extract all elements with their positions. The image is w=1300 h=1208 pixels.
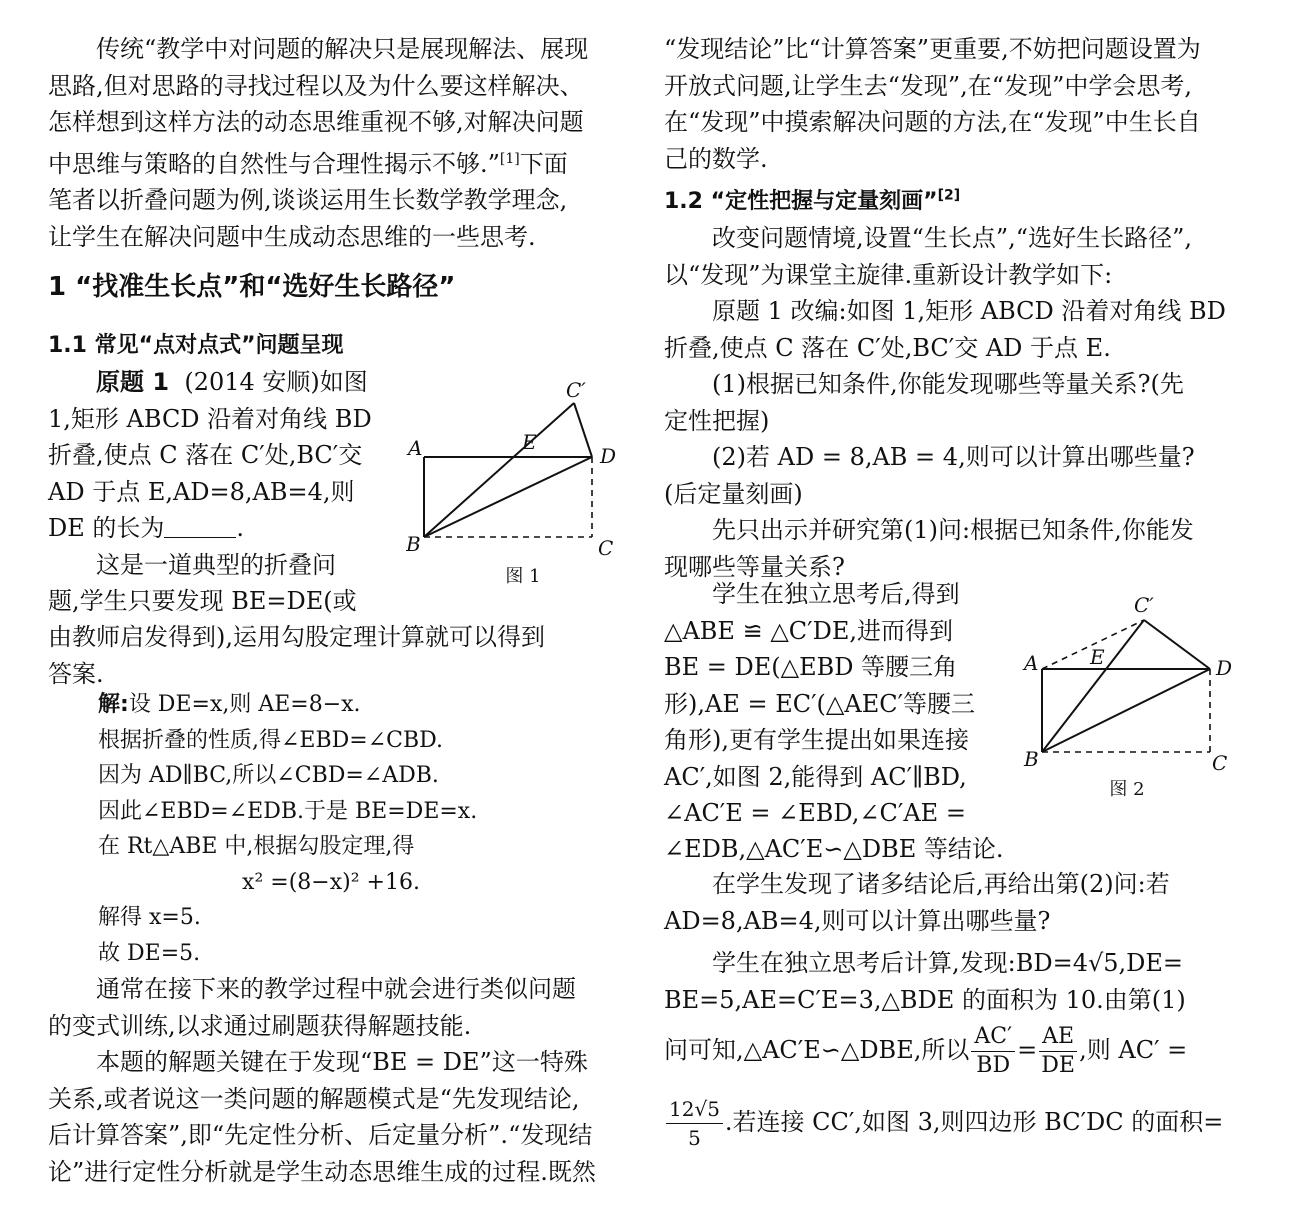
text-line: DE 的长为 . <box>48 514 245 542</box>
text-line: 折叠,使点 C 落在 C′处,BC′交 <box>48 441 363 469</box>
text-line: 在 Rt△ABE 中,根据勾股定理,得 <box>98 834 415 859</box>
text-line: 通常在接下来的教学过程中就会进行类似问题 <box>96 975 576 1003</box>
text-line: AD 于点 E,AD=8,AB=4,则 <box>48 477 355 506</box>
problem-block <box>48 364 388 620</box>
text-span: (2014 安顺)如图 <box>184 368 368 396</box>
text-line: 学生在独立思考后,得到 <box>712 580 960 608</box>
closing-paragraph <box>48 971 614 1190</box>
text-line: 1,矩形 ABCD 沿着对角线 BD <box>48 404 372 433</box>
text-line: 题,学生只要发现 BE=DE(或 <box>48 587 357 615</box>
heading-text: 1.2 “定性把握与定量刻画” <box>664 189 938 214</box>
text-line: AC′,如图 2,能得到 AC′∥BD, <box>664 762 967 791</box>
text-line: 关系,或者说这一类问题的解题模式是“先发现结论, <box>48 1084 580 1113</box>
text-line: (1)根据已知条件,你能发现哪些等量关系?(先 <box>712 370 1184 398</box>
text-line: 改变问题情境,设置“生长点”,“选好生长路径”, <box>712 224 1192 252</box>
text-line: “发现结论”比“计算答案”更重要,不妨把问题设置为 <box>664 35 1201 63</box>
text-span: = <box>1017 1036 1038 1064</box>
text-line: 思路,但对思路的寻找过程以及为什么要这样解决、 <box>48 71 584 100</box>
text-line: 答案. <box>48 659 104 688</box>
text-line: 本题的解题关键在于发现“BE = DE”这一特殊 <box>96 1048 588 1076</box>
text-line <box>48 687 614 723</box>
text-line: 这是一道典型的折叠问 <box>96 550 336 579</box>
section-1-2-heading <box>664 184 960 215</box>
text-line: 根据折叠的性质,得∠EBD=∠CBD. <box>98 727 444 753</box>
text-line: 传统“教学中对问题的解决只是展现解法、展现 <box>96 35 589 63</box>
redesign-block <box>664 220 1230 585</box>
text-line: 因此∠EBD=∠EDB.于是 BE=DE=x. <box>98 798 478 824</box>
numerator: AE <box>1039 1023 1077 1052</box>
text-line: 角形),更有学生提出如果连接 <box>664 726 969 754</box>
figure-2-caption: 图 2 <box>1109 779 1145 800</box>
label-cprime: C′ <box>566 378 586 402</box>
solution-label: 解: <box>98 692 129 717</box>
label-d: D <box>600 444 617 468</box>
figure-1-caption: 图 1 <box>505 566 541 587</box>
label-b: B <box>1024 747 1039 771</box>
problem-tail <box>48 619 614 692</box>
denominator: 5 <box>688 1126 701 1150</box>
text-line: 形),AE = EC′(△AEC′等腰三 <box>664 689 976 718</box>
label-e: E <box>522 430 537 454</box>
equation: x² =(8−x)² +16. <box>242 869 420 895</box>
text-span: .若连接 CC′,如图 3,则四边形 BC′DC 的面积= <box>724 1108 1224 1136</box>
problem-label: 原题 1 <box>96 368 170 396</box>
intro-paragraph <box>48 31 614 255</box>
text-line: 原题 1 改编:如图 1,矩形 ABCD 沿着对角线 BD <box>712 297 1226 325</box>
label-cprime: C′ <box>1134 593 1154 617</box>
figure-1 <box>406 375 666 585</box>
fraction-line <box>664 1092 1230 1152</box>
text-line: 以“发现”为课堂主旋律.重新设计教学如下: <box>664 260 1113 289</box>
denominator: DE <box>1041 1053 1075 1078</box>
text-line: 的变式训练,以求通过刷题获得解题技能. <box>48 1011 472 1040</box>
discovery-block <box>664 576 1000 832</box>
text-line: 论”进行定性分析就是学生动态思维生成的过程.既然 <box>48 1157 596 1186</box>
text-line: 后计算答案”,即“先定性分析、后定量分析”.“发现结 <box>48 1121 593 1149</box>
label-a: A <box>408 436 423 460</box>
text-line: (后定量刻画) <box>664 479 803 508</box>
text-line: 故 DE=5. <box>98 940 201 966</box>
text-line: BE = DE(△EBD 等腰三角 <box>664 653 958 681</box>
numerator: 12√5 <box>666 1095 723 1124</box>
text-line: 笔者以折叠问题为例,谈谈运用生长数学教学理念, <box>48 186 568 214</box>
text-line: 开放式问题,让学生去“发现”,在“发现”中学会思考, <box>664 71 1192 100</box>
text-line: (2)若 AD = 8,AB = 4,则可以计算出哪些量? <box>712 443 1195 471</box>
numerator: AC′ <box>971 1023 1015 1052</box>
solution-block <box>48 687 614 971</box>
label-c: C <box>598 536 614 560</box>
text-line: 学生在独立思考后计算,发现:BD=4√5,DE= <box>712 949 1184 977</box>
figure-2 <box>1016 590 1236 780</box>
computation-block <box>664 866 1230 1018</box>
text-span: 中思维与策略的自然性与合理性揭示不够.” <box>48 149 500 178</box>
label-a: A <box>1024 651 1039 675</box>
text-line: 由教师启发得到),运用勾股定理计算就可以得到 <box>48 623 545 651</box>
text-line <box>48 364 388 401</box>
fraction <box>971 1023 1015 1080</box>
fraction <box>1039 1023 1077 1080</box>
text-line <box>48 141 614 183</box>
fraction-line <box>664 1020 1230 1080</box>
label-c: C <box>1212 751 1228 775</box>
text-line: 因为 AD∥BC,所以∠CBD=∠ADB. <box>98 763 439 788</box>
fraction <box>666 1095 723 1152</box>
text-line: ∠EDB,△AC′E∽△DBE 等结论. <box>664 835 1004 863</box>
text-line: 怎样想到这样方法的动态思维重视不够,对解决问题 <box>48 108 584 136</box>
text-span: 下面 <box>519 149 568 178</box>
denominator: BD <box>976 1053 1011 1078</box>
label-b: B <box>406 532 421 556</box>
text-line: 定性把握) <box>664 406 770 435</box>
text-line: 折叠,使点 C 落在 C′处,BC′交 AD 于点 E. <box>664 333 1111 362</box>
continued-paragraph <box>664 31 1230 177</box>
answer-blank <box>164 515 236 538</box>
text-line: △ABE ≌ △C′DE,进而得到 <box>664 616 953 645</box>
text-line: 己的数学. <box>664 144 768 173</box>
text-span: ,则 AC′ = <box>1079 1036 1188 1064</box>
text-line: 现哪些等量关系? <box>664 552 845 581</box>
text-line: BE=5,AE=C′E=3,△BDE 的面积为 10.由第(1) <box>664 985 1186 1014</box>
label-e: E <box>1090 645 1105 669</box>
label-d: D <box>1216 656 1233 680</box>
text-span: 设 DE=x,则 AE=8−x. <box>128 692 361 717</box>
text-line: AD=8,AB=4,则可以计算出哪些量? <box>664 906 1051 935</box>
text-line: 在“发现”中摸索解决问题的方法,在“发现”中生长自 <box>664 108 1201 136</box>
text-line: 解得 x=5. <box>98 905 201 930</box>
text-line: 在学生发现了诸多结论后,再给出第(2)问:若 <box>712 870 1170 898</box>
text-line: 先只出示并研究第(1)问:根据已知条件,你能发 <box>712 516 1194 544</box>
text-line: ∠AC′E = ∠EBD,∠C′AE = <box>664 799 966 827</box>
text-span: 问可知,△AC′E∽△DBE,所以 <box>664 1036 970 1064</box>
citation: [1] <box>499 150 520 167</box>
section-1-1-heading: 1.1 常见“点对点式”问题呈现 <box>48 333 344 358</box>
text-line: 让学生在解决问题中生成动态思维的一些思考. <box>48 222 536 251</box>
citation: [2] <box>937 187 961 204</box>
text-span: DE 的长为 <box>48 514 165 542</box>
section-1-heading: 1 “找准生长点”和“选好生长路径” <box>48 272 456 302</box>
